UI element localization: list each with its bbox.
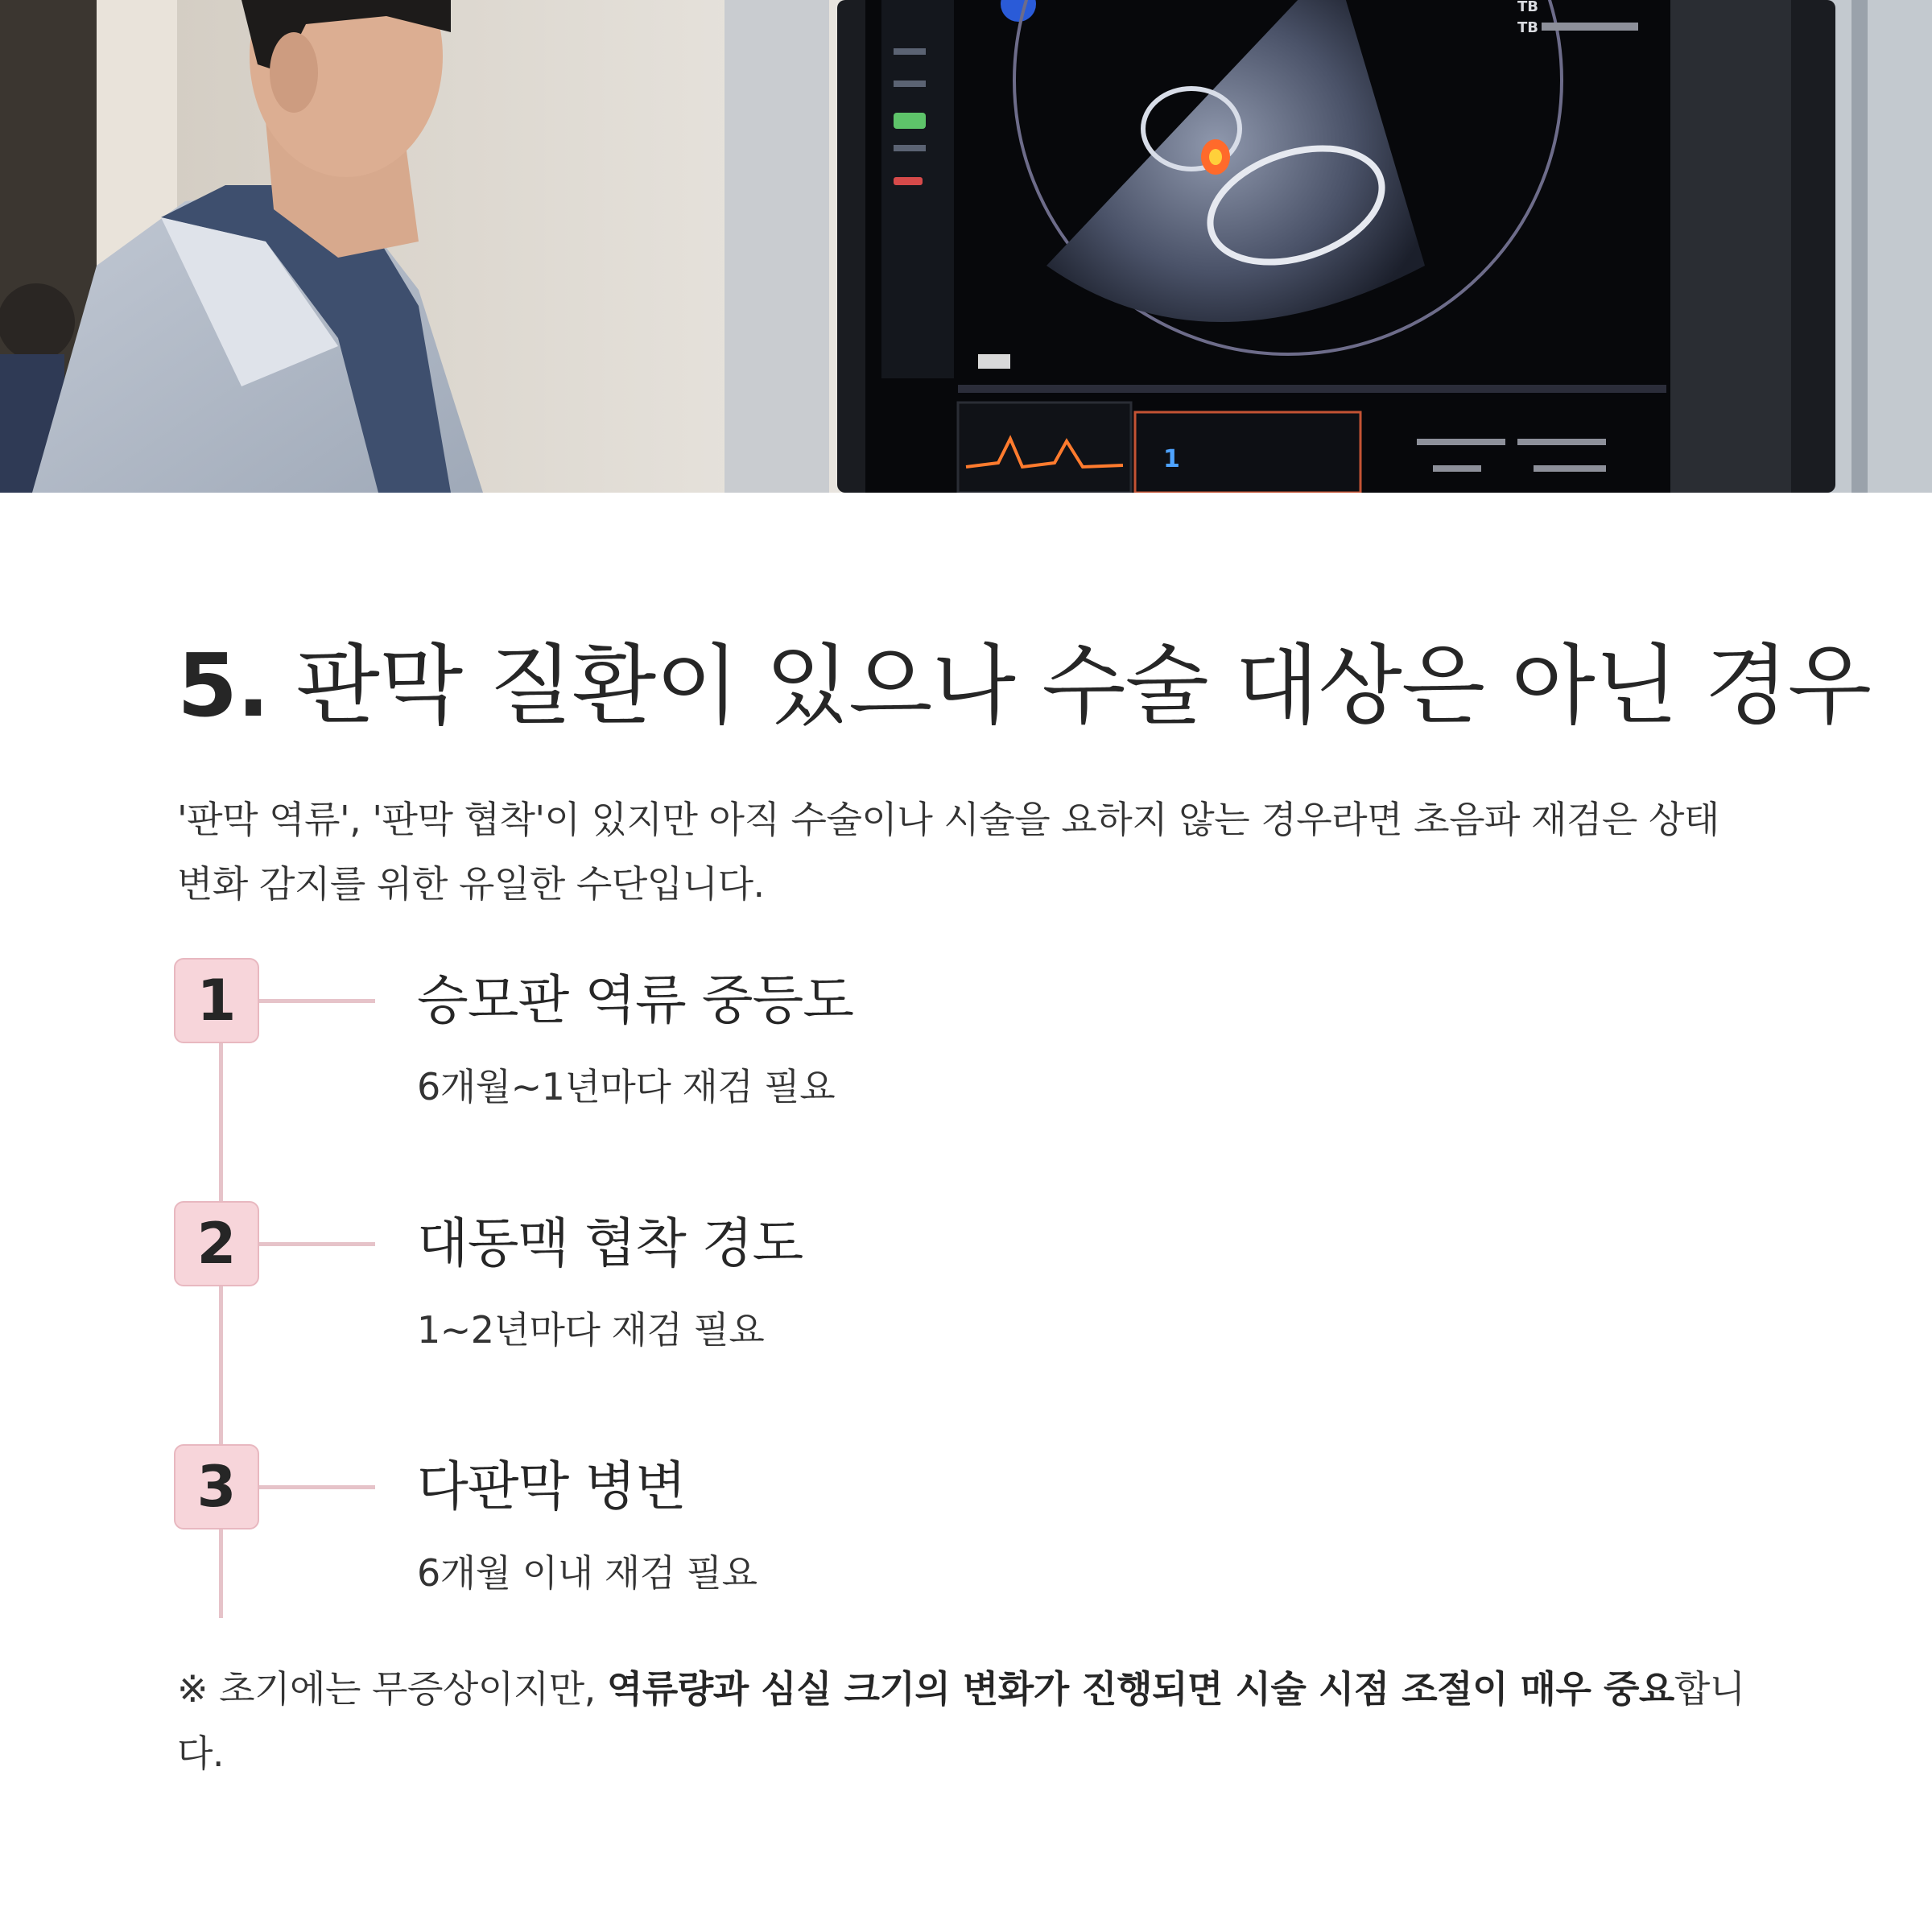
timeline-step — [174, 1201, 1752, 1378]
step-connector — [259, 1485, 375, 1489]
svg-text:1: 1 — [1163, 445, 1180, 473]
step-description: 6개월~1년마다 재검 필요 — [417, 1065, 836, 1108]
step-connector — [259, 999, 375, 1003]
section-title: 판막 질환이 있으나 수술 대상은 아닌 경우 — [269, 636, 1872, 737]
step-number-badge: 1 — [174, 958, 259, 1043]
step-number-badge: 3 — [174, 1444, 259, 1530]
timeline-step — [174, 1444, 1752, 1621]
footnote-prefix: ※ 초기에는 무증상이지만, — [177, 1667, 607, 1711]
section-number: 5. — [177, 636, 270, 737]
footnote — [177, 1657, 1755, 1785]
intro-paragraph: '판막 역류', '판막 협착'이 있지만 아직 수술이나 시술을 요하지 않는 경우라면 초음파 재검은 상태 변화 감지를 위한 유일한 수단입니다. — [177, 798, 1719, 906]
hero-image — [0, 0, 1932, 493]
hero-illustration — [0, 0, 1932, 493]
step-title: 다판막 병변 — [417, 1455, 686, 1517]
step-description: 1~2년마다 재검 필요 — [417, 1308, 765, 1352]
step-title: 대동맥 협착 경도 — [417, 1212, 803, 1274]
screen-label: TB — [1517, 19, 1538, 36]
page-title — [177, 634, 1871, 739]
step-connector — [259, 1242, 375, 1246]
step-number-badge: 2 — [174, 1201, 259, 1286]
footnote-emphasis: 역류량과 심실 크기의 변화가 진행되면 시술 시점 조절이 매우 중요 — [606, 1667, 1674, 1711]
screen-label: TB — [1517, 0, 1538, 15]
step-title: 승모판 역류 중등도 — [417, 969, 854, 1031]
recheck-timeline — [174, 958, 1752, 1618]
footnote-suffix: 합니다. — [177, 1667, 1745, 1775]
step-description: 6개월 이내 재검 필요 — [417, 1551, 758, 1595]
timeline-step — [174, 958, 1752, 1135]
